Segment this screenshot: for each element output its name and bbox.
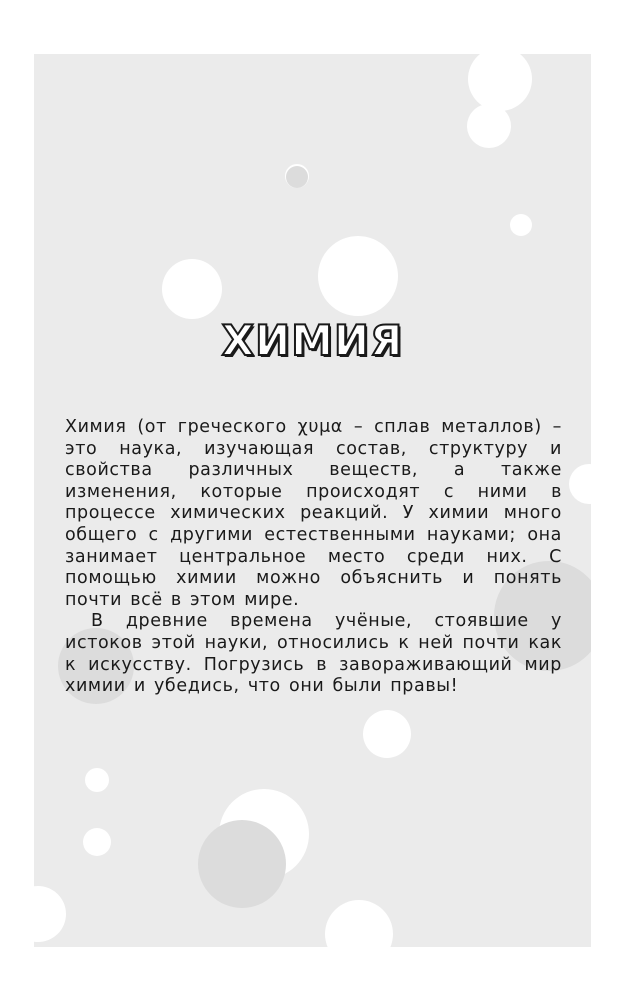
paragraph: В древние времена учёные, стоявшие у истоков этой науки, относились к ней почти как к искусству. Погрузись в завораживающий мир химии и убедись, что они были правы! bbox=[65, 611, 562, 697]
bubble-circle bbox=[318, 236, 398, 316]
bubble-circle bbox=[34, 886, 66, 942]
bubble-circle bbox=[363, 710, 411, 758]
bubble-circle bbox=[162, 259, 222, 319]
bubble-circle bbox=[286, 166, 308, 188]
bubble-circle bbox=[325, 900, 393, 947]
bubble-circle bbox=[198, 820, 286, 908]
bubble-circle bbox=[569, 464, 591, 504]
bubble-circle bbox=[83, 828, 111, 856]
paragraph: Химия (от греческого χυμα – сплав металлов) – это наука, изучающая состав, структуру и свойства различных веществ, а также изменения, которые происходят с ними в процессе химических реакций. У химии много общего с другими естественными науками; она занимает центральное место среди них. С помощью химии можно объяснить и понять почти всё в этом мире. bbox=[65, 417, 562, 610]
bubble-circle bbox=[467, 104, 511, 148]
bubble-circle bbox=[468, 54, 532, 111]
page-title: ХИМИЯ bbox=[221, 316, 404, 365]
bubble-circle bbox=[510, 214, 532, 236]
bubble-circle bbox=[85, 768, 109, 792]
body-text bbox=[65, 417, 562, 698]
page-panel bbox=[34, 54, 591, 947]
